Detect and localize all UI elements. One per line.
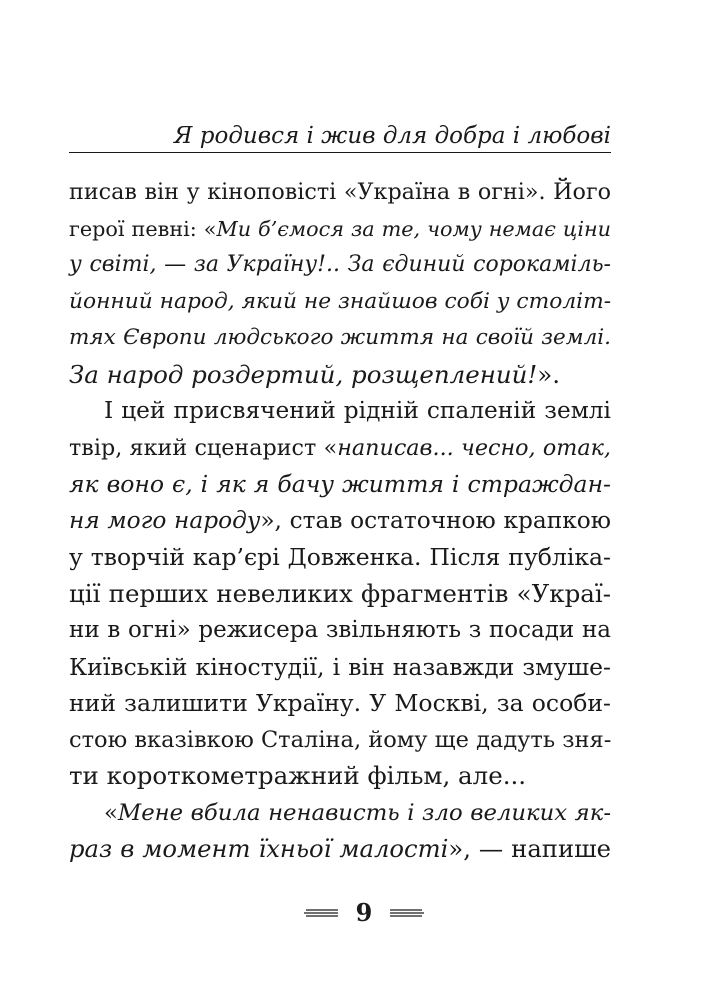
- text-line: [69, 247, 611, 284]
- text-line: [69, 174, 611, 211]
- text-line: [69, 320, 611, 357]
- left-ornament-icon: [302, 907, 340, 919]
- text-run: герої певні: «: [69, 216, 217, 241]
- running-header: [69, 122, 611, 152]
- quote-text: Ми б’ємося за те, чому немає ціни: [216, 216, 611, 241]
- quote-text: як воно є, і як я бачу життя і страждан-: [69, 470, 611, 498]
- quote-text: йонний народ, який не знайшов собі у століт-: [69, 288, 612, 314]
- text-run: », — напише: [448, 834, 611, 863]
- text-line: [69, 831, 611, 868]
- text-run: ни в огні» режисера звільняють з посади на: [69, 617, 611, 643]
- header-rule: [69, 152, 611, 153]
- text-run: ».: [537, 359, 561, 389]
- text-run: «: [104, 799, 118, 826]
- text-line: [69, 539, 611, 576]
- page-footer: [0, 897, 728, 929]
- text-run: », став остаточною крапкою: [260, 506, 611, 534]
- text-line: [69, 466, 611, 503]
- text-line: [69, 393, 611, 430]
- text-run: у творчій кар’єрі Довженка. Після публіка-: [69, 543, 611, 571]
- text-run: І цей присвячений рідній спаленій землі: [104, 397, 611, 424]
- quote-text: тях Європи людського життя на своїй землі.: [69, 325, 611, 350]
- paragraph: [69, 174, 611, 393]
- text-line: [69, 612, 611, 649]
- quote-text: Мене вбила ненависть і зло великих як-: [117, 799, 611, 826]
- text-run: ції перших невеликих фрагментів «Украї-: [69, 578, 611, 608]
- paragraph: [69, 795, 611, 868]
- text-run: ти короткометражний фільм, але...: [69, 761, 527, 790]
- text-line: [69, 649, 611, 686]
- quote-text: написав... чесно, отак,: [337, 434, 611, 461]
- text-line: [69, 503, 611, 540]
- text-line: [69, 284, 611, 321]
- quote-text: За народ роздертий, розщеплений!: [69, 359, 538, 389]
- text-line: [69, 211, 611, 248]
- text-line: [69, 722, 611, 759]
- text-line: [69, 576, 611, 613]
- running-header-title: Я родився і жив для добра і любові: [173, 123, 611, 149]
- text-run: твір, який сценарист «: [69, 434, 338, 461]
- text-line: [69, 685, 611, 722]
- quote-text: раз в момент їхньої малості: [69, 834, 449, 863]
- quote-text: ня мого народу: [69, 506, 261, 534]
- text-line: [69, 758, 611, 795]
- page-number: 9: [355, 898, 373, 927]
- text-line: [69, 357, 611, 394]
- text-run: Київській кіностудії, і він назавжди змуше-: [69, 652, 611, 681]
- text-run: ний залишити Україну. У Москві, за особи-: [69, 689, 611, 717]
- text-line: [69, 430, 611, 467]
- right-ornament-icon: [388, 907, 426, 919]
- paragraph: [69, 393, 611, 795]
- text-line: [69, 795, 611, 832]
- body-text: [69, 174, 611, 868]
- text-run: стою вказівкою Сталіна, йому ще дадуть зня-: [69, 726, 612, 753]
- quote-text: у світі, — за Україну!.. За єдиний сорокаміль-: [69, 252, 611, 277]
- text-run: писав він у кіноповісті «Україна в огні». Його: [69, 179, 611, 205]
